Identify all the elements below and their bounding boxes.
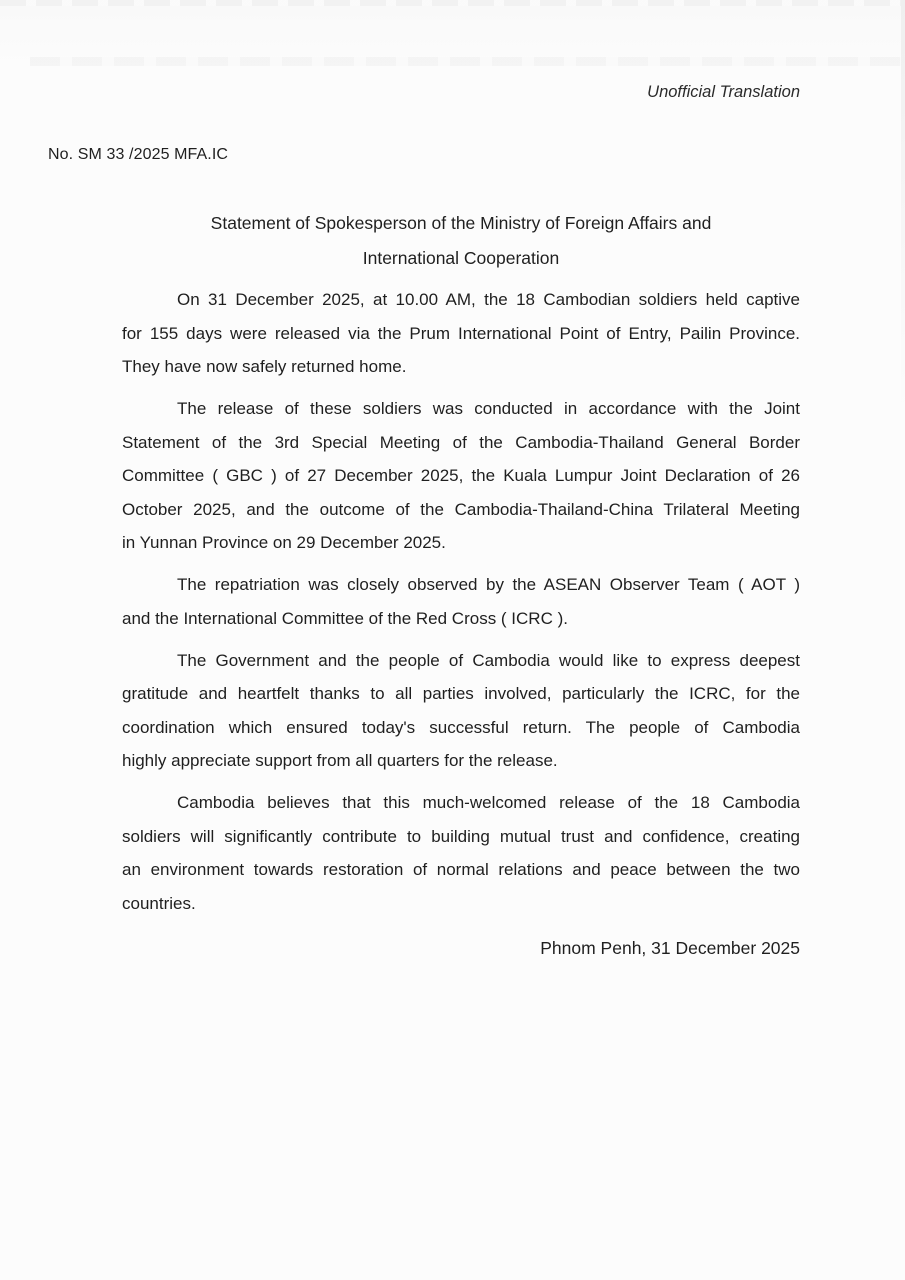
paragraph-line: The release of these soldiers was conducted in accordance with the Joint [177, 399, 800, 418]
translation-note: Unofficial Translation [647, 83, 800, 101]
scan-band-artifact [30, 57, 905, 66]
paragraph [122, 283, 800, 384]
paragraph [122, 644, 800, 778]
paragraph [122, 568, 800, 635]
paragraph [122, 392, 800, 560]
document-title [122, 206, 800, 276]
paragraph-line: in Yunnan Province on 29 December 2025. [122, 533, 446, 552]
paragraph-line: coordination which ensured today's successful return. The people of Cambodia [122, 717, 800, 737]
paragraph-line: On 31 December 2025, at 10.00 AM, the 18 Cambodian soldiers held captive [177, 290, 800, 309]
signoff: Phnom Penh, 31 December 2025 [540, 938, 800, 958]
paragraph-line: The repatriation was closely observed by the ASEAN Observer Team ( AOT ) [177, 575, 800, 594]
title-line-1: Statement of Spokesperson of the Ministry of Foreign Affairs and [210, 213, 712, 233]
paragraph-line: They have now safely returned home. [122, 357, 407, 376]
scan-right-edge-artifact [901, 0, 905, 420]
paragraph-line: for 155 days were released via the Prum International Point of Entry, Pailin Province. [122, 323, 800, 343]
paragraph-line: Committee ( GBC ) of 27 December 2025, the Kuala Lumpur Joint Declaration of 26 [122, 466, 800, 485]
paragraph-line: October 2025, and the outcome of the Cambodia-Thailand-China Trilateral Meeting [122, 499, 800, 519]
scan-top-edge-artifact [0, 0, 905, 6]
paragraph-line: gratitude and heartfelt thanks to all parties involved, particularly the ICRC, for the [122, 684, 800, 703]
reference-number: No. SM 33 /2025 MFA.IC [48, 146, 229, 163]
paragraph-line: Cambodia believes that this much-welcomed release of the 18 Cambodia [177, 793, 800, 812]
paragraph-line: an environment towards restoration of normal relations and peace between the two [122, 860, 800, 879]
paragraph [122, 786, 800, 920]
title-line-2: International Cooperation [362, 248, 560, 268]
paragraph-line: The Government and the people of Cambodia would like to express deepest [177, 650, 800, 670]
paragraph-line: Statement of the 3rd Special Meeting of the Cambodia-Thailand General Border [122, 432, 800, 452]
paragraph-line: highly appreciate support from all quarters for the release. [122, 751, 558, 770]
paragraph-list [122, 283, 800, 920]
paragraph-line: and the International Committee of the Red Cross ( ICRC ). [122, 608, 568, 628]
document-body [122, 283, 800, 966]
paragraph-line: countries. [122, 893, 196, 913]
paragraph-line: soldiers will significantly contribute to building mutual trust and confidence, creating [122, 826, 800, 846]
